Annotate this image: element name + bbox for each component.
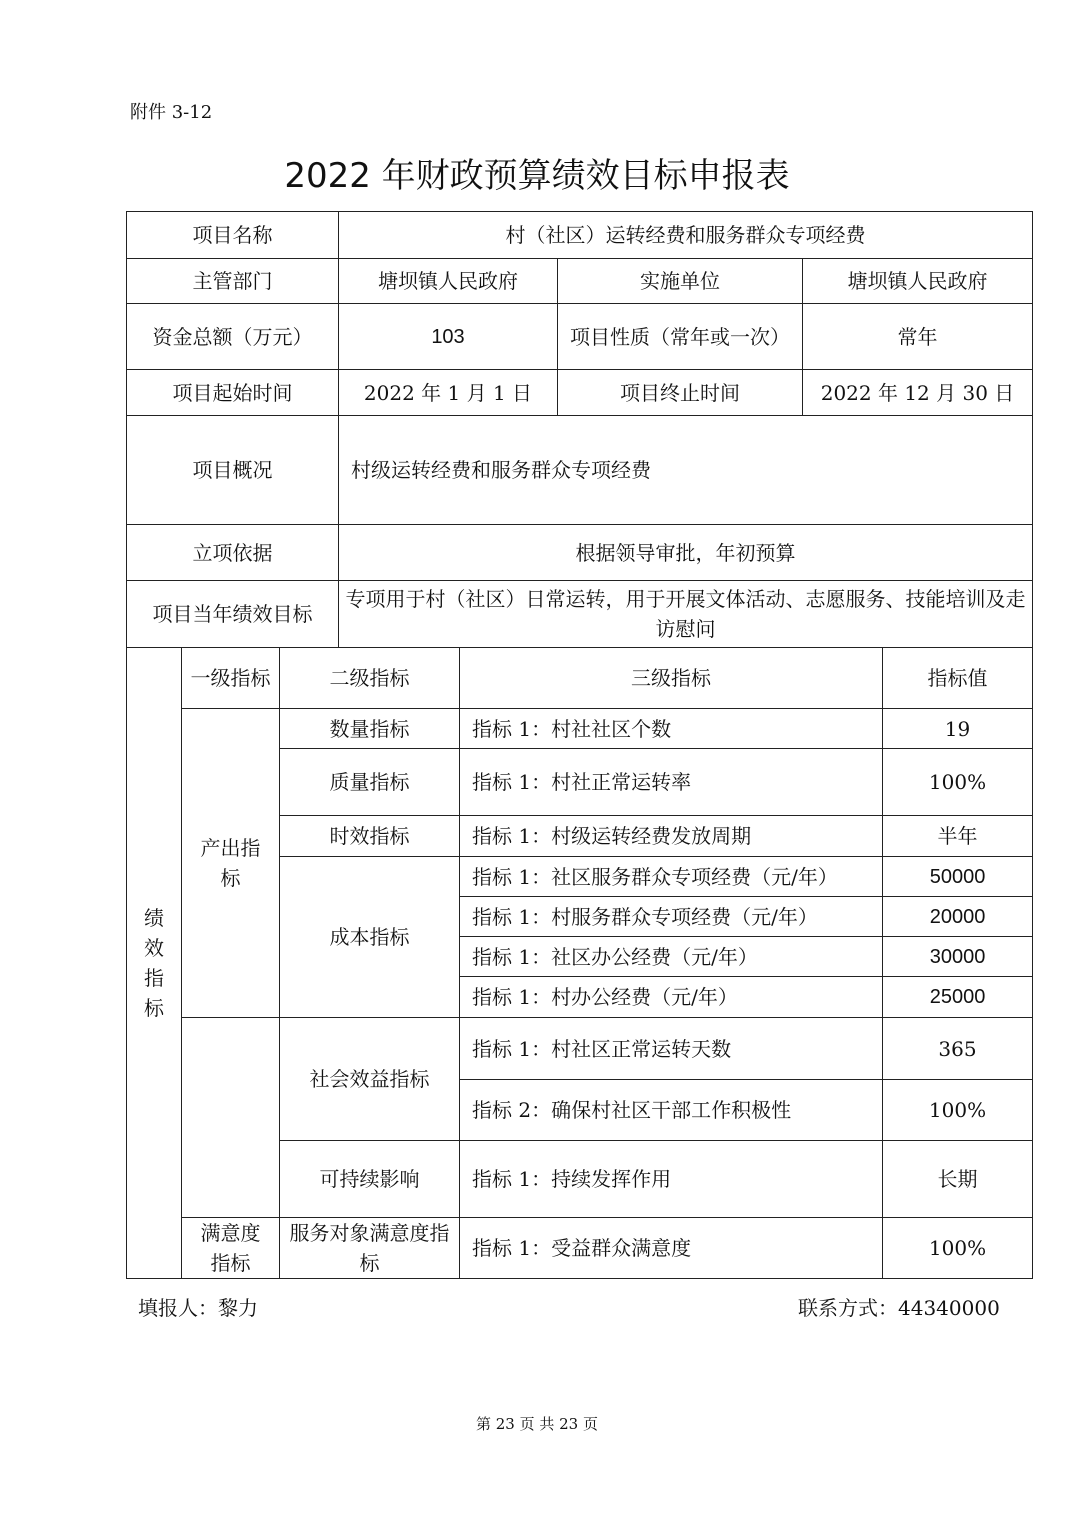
cost-row-name: 指标 1：村办公经费（元/年） — [460, 977, 883, 1018]
project-name-label: 项目名称 — [127, 212, 339, 259]
end-label: 项目终止时间 — [558, 370, 803, 416]
unit-value: 塘坝镇人民政府 — [803, 259, 1033, 304]
satisfaction-name: 指标 1：受益群众满意度 — [460, 1218, 883, 1279]
quantity-label: 数量指标 — [280, 709, 460, 749]
quantity-name: 指标 1：村社社区个数 — [460, 709, 883, 749]
cost-row-name: 指标 1：村服务群众专项经费（元/年） — [460, 897, 883, 937]
social-row-value: 100% — [883, 1080, 1033, 1141]
basis-label: 立项依据 — [127, 525, 339, 581]
satisfaction-value: 100% — [883, 1218, 1033, 1279]
budget-table — [126, 211, 1033, 1279]
perf-label: 绩效指标 — [127, 648, 182, 1279]
cost-row-value: 30000 — [883, 937, 1033, 977]
social-row-name: 指标 1：村社区正常运转天数 — [460, 1018, 883, 1080]
social-row-name: 指标 2：确保村社区干部工作积极性 — [460, 1080, 883, 1141]
sustain-label: 可持续影响 — [280, 1141, 460, 1218]
contact: 联系方式：44340000 — [798, 1296, 1000, 1320]
page-number: 第 23 页 共 23 页 — [475, 1415, 598, 1433]
quantity-value: 19 — [883, 709, 1033, 749]
goal-value: 专项用于村（社区）日常运转，用于开展文体活动、志愿服务、技能培训及走访慰问 — [339, 581, 1033, 648]
dept-value: 塘坝镇人民政府 — [339, 259, 558, 304]
start-value: 2022 年 1 月 1 日 — [339, 370, 558, 416]
header-value: 指标值 — [883, 648, 1033, 709]
header-level2: 二级指标 — [280, 648, 460, 709]
cost-row-value: 25000 — [883, 977, 1033, 1018]
filler: 填报人：黎力 — [138, 1296, 258, 1320]
unit-label: 实施单位 — [558, 259, 803, 304]
social-row-value: 365 — [883, 1018, 1033, 1080]
attachment-label: 附件 3-12 — [130, 102, 213, 123]
satisfaction-label: 满意度指标 — [182, 1218, 280, 1279]
overview-value: 村级运转经费和服务群众专项经费 — [339, 416, 1033, 525]
nature-label: 项目性质（常年或一次） — [558, 304, 803, 370]
quality-value: 100% — [883, 749, 1033, 816]
cost-row-value: 50000 — [883, 857, 1033, 897]
start-label: 项目起始时间 — [127, 370, 339, 416]
cost-label: 成本指标 — [280, 857, 460, 1018]
end-value: 2022 年 12 月 30 日 — [803, 370, 1033, 416]
cost-row-name: 指标 1：社区办公经费（元/年） — [460, 937, 883, 977]
sustain-value: 长期 — [883, 1141, 1033, 1218]
timeliness-value: 半年 — [883, 816, 1033, 857]
nature-value: 常年 — [803, 304, 1033, 370]
social-label: 社会效益指标 — [280, 1018, 460, 1141]
funds-label: 资金总额（万元） — [127, 304, 339, 370]
timeliness-label: 时效指标 — [280, 816, 460, 857]
header-level3: 三级指标 — [460, 648, 883, 709]
funds-value: 103 — [339, 304, 558, 370]
header-level1: 一级指标 — [182, 648, 280, 709]
sustain-name: 指标 1：持续发挥作用 — [460, 1141, 883, 1218]
cost-row-value: 20000 — [883, 897, 1033, 937]
overview-label: 项目概况 — [127, 416, 339, 525]
quality-label: 质量指标 — [280, 749, 460, 816]
quality-name: 指标 1：村社正常运转率 — [460, 749, 883, 816]
goal-label: 项目当年绩效目标 — [127, 581, 339, 648]
basis-value: 根据领导审批，年初预算 — [339, 525, 1033, 581]
page-title: 2022 年财政预算绩效目标申报表 — [284, 156, 790, 196]
dept-label: 主管部门 — [127, 259, 339, 304]
project-name-value: 村（社区）运转经费和服务群众专项经费 — [339, 212, 1033, 259]
cost-row-name: 指标 1：社区服务群众专项经费（元/年） — [460, 857, 883, 897]
effect-level1-blank — [182, 1018, 280, 1218]
service-satisfaction-label: 服务对象满意度指标 — [280, 1218, 460, 1279]
output-label: 产出指标 — [182, 709, 280, 1018]
timeliness-name: 指标 1：村级运转经费发放周期 — [460, 816, 883, 857]
